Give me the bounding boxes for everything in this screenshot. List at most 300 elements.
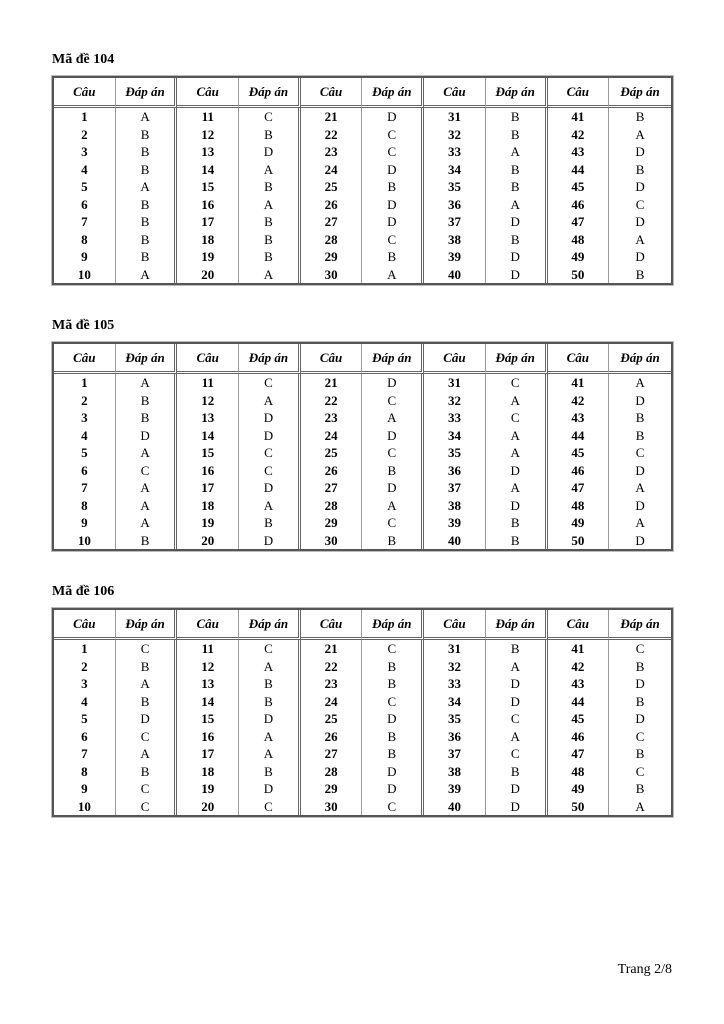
answer-letter: C bbox=[486, 409, 548, 427]
question-number: 50 bbox=[548, 266, 610, 284]
question-number: 6 bbox=[54, 462, 116, 480]
answer-letter: D bbox=[362, 763, 424, 781]
question-number: 26 bbox=[301, 728, 363, 746]
question-number: 36 bbox=[424, 728, 486, 746]
question-number: 35 bbox=[424, 710, 486, 728]
table-row bbox=[54, 479, 671, 497]
question-number: 35 bbox=[424, 444, 486, 462]
answer-letter: C bbox=[635, 196, 645, 212]
question-number: 3 bbox=[54, 675, 116, 693]
question-number: 14 bbox=[177, 161, 239, 179]
question-number: 15 bbox=[177, 444, 239, 462]
question-number: 4 bbox=[54, 693, 116, 711]
question-number: 35 bbox=[424, 178, 486, 196]
answer-table bbox=[52, 608, 673, 817]
question-number: 5 bbox=[54, 178, 116, 196]
answer-letter: B bbox=[362, 462, 424, 480]
answer-letter: B bbox=[635, 693, 645, 709]
answer-letter: C bbox=[486, 710, 548, 728]
question-number: 46 bbox=[548, 462, 610, 480]
question-number: 47 bbox=[548, 745, 610, 763]
question-number: 27 bbox=[301, 745, 363, 763]
question-number: 25 bbox=[301, 178, 363, 196]
question-number: 19 bbox=[177, 514, 239, 532]
question-number: 23 bbox=[301, 409, 363, 427]
answer-letter: B bbox=[486, 178, 548, 196]
answer-letter: B bbox=[486, 532, 548, 550]
answer-letter: A bbox=[116, 178, 178, 196]
question-number: 8 bbox=[54, 231, 116, 249]
question-number: 43 bbox=[548, 143, 610, 161]
question-number: 4 bbox=[54, 427, 116, 445]
column-header-answer: Đáp án bbox=[116, 344, 178, 374]
question-number: 47 bbox=[548, 479, 610, 497]
answer-letter: A bbox=[239, 196, 301, 214]
question-number: 44 bbox=[548, 693, 610, 711]
answer-letter: D bbox=[486, 693, 548, 711]
answer-letter: B bbox=[486, 231, 548, 249]
question-number: 3 bbox=[54, 409, 116, 427]
column-header-answer: Đáp án bbox=[239, 610, 301, 640]
question-number: 38 bbox=[424, 763, 486, 781]
question-number: 19 bbox=[177, 780, 239, 798]
answer-letter: A bbox=[486, 479, 548, 497]
answer-letter: B bbox=[239, 514, 301, 532]
answer-letter: A bbox=[635, 231, 645, 247]
answer-letter: B bbox=[116, 161, 178, 179]
answer-letter: A bbox=[486, 427, 548, 445]
column-header-answer: Đáp án bbox=[486, 610, 548, 640]
answer-letter: B bbox=[239, 231, 301, 249]
question-number: 40 bbox=[424, 266, 486, 284]
question-number: 46 bbox=[548, 728, 610, 746]
answer-letter: B bbox=[486, 640, 548, 658]
answer-letter: C bbox=[116, 640, 178, 658]
answer-letter: C bbox=[635, 445, 645, 461]
table-row bbox=[54, 497, 671, 515]
question-number: 16 bbox=[177, 728, 239, 746]
section-title: Mã đề 104 bbox=[52, 52, 115, 67]
column-header-answer: Đáp án bbox=[239, 78, 301, 108]
answer-letter: D bbox=[116, 427, 178, 445]
answer-letter: B bbox=[239, 178, 301, 196]
column-header-answer: Đáp án bbox=[239, 344, 301, 374]
answer-letter: C bbox=[362, 143, 424, 161]
column-header-question: Câu bbox=[548, 344, 610, 374]
answer-letter: A bbox=[239, 161, 301, 179]
answer-letter: A bbox=[116, 108, 178, 126]
answer-letter: D bbox=[635, 711, 645, 727]
answer-letter: A bbox=[635, 798, 645, 814]
question-number: 40 bbox=[424, 532, 486, 550]
question-number: 24 bbox=[301, 427, 363, 445]
answer-letter: C bbox=[486, 745, 548, 763]
answer-letter: D bbox=[362, 780, 424, 798]
answer-letter: D bbox=[362, 374, 424, 392]
question-number: 36 bbox=[424, 462, 486, 480]
question-number: 42 bbox=[548, 392, 610, 410]
question-number: 27 bbox=[301, 213, 363, 231]
answer-letter: D bbox=[486, 798, 548, 816]
answer-letter: B bbox=[116, 231, 178, 249]
table-row bbox=[54, 161, 671, 179]
answer-letter: A bbox=[362, 497, 424, 515]
answer-letter: A bbox=[486, 444, 548, 462]
answer-letter: A bbox=[635, 480, 645, 496]
question-number: 22 bbox=[301, 126, 363, 144]
question-number: 2 bbox=[54, 392, 116, 410]
answer-letter: A bbox=[635, 375, 645, 391]
table-row bbox=[54, 640, 671, 658]
table-row bbox=[54, 693, 671, 711]
answer-letter: A bbox=[239, 658, 301, 676]
column-header-question: Câu bbox=[548, 610, 610, 640]
question-number: 44 bbox=[548, 427, 610, 445]
answer-letter: B bbox=[635, 781, 645, 797]
table-row bbox=[54, 196, 671, 214]
column-header-answer: Đáp án bbox=[609, 78, 671, 108]
question-number: 46 bbox=[548, 196, 610, 214]
question-number: 39 bbox=[424, 514, 486, 532]
question-number: 34 bbox=[424, 161, 486, 179]
question-number: 6 bbox=[54, 728, 116, 746]
answer-letter: A bbox=[362, 266, 424, 284]
answer-letter: D bbox=[486, 497, 548, 515]
answer-letter: B bbox=[116, 248, 178, 266]
question-number: 5 bbox=[54, 710, 116, 728]
question-number: 11 bbox=[177, 640, 239, 658]
answer-letter: A bbox=[635, 515, 645, 531]
question-number: 24 bbox=[301, 161, 363, 179]
question-number: 50 bbox=[548, 798, 610, 816]
question-number: 4 bbox=[54, 161, 116, 179]
answer-letter: D bbox=[362, 479, 424, 497]
question-number: 19 bbox=[177, 248, 239, 266]
table-row bbox=[54, 763, 671, 781]
header-row bbox=[54, 78, 671, 108]
question-number: 17 bbox=[177, 745, 239, 763]
question-number: 12 bbox=[177, 392, 239, 410]
column-header-answer: Đáp án bbox=[362, 78, 424, 108]
table-row bbox=[54, 514, 671, 532]
question-number: 48 bbox=[548, 763, 610, 781]
table-row bbox=[54, 178, 671, 196]
question-number: 20 bbox=[177, 266, 239, 284]
answer-letter: C bbox=[362, 640, 424, 658]
answer-letter: D bbox=[362, 427, 424, 445]
table-row bbox=[54, 126, 671, 144]
answer-letter: D bbox=[239, 143, 301, 161]
answer-letter: D bbox=[239, 479, 301, 497]
question-number: 42 bbox=[548, 658, 610, 676]
answer-letter: B bbox=[362, 745, 424, 763]
answer-letter: A bbox=[635, 126, 645, 142]
question-number: 30 bbox=[301, 266, 363, 284]
answer-letter: B bbox=[116, 693, 178, 711]
question-number: 42 bbox=[548, 126, 610, 144]
header-row bbox=[54, 344, 671, 374]
answer-letter: D bbox=[362, 108, 424, 126]
question-number: 1 bbox=[54, 374, 116, 392]
answer-letter: B bbox=[239, 763, 301, 781]
question-number: 29 bbox=[301, 248, 363, 266]
answer-letter: A bbox=[116, 444, 178, 462]
question-number: 7 bbox=[54, 745, 116, 763]
question-number: 23 bbox=[301, 143, 363, 161]
answer-letter: B bbox=[635, 410, 645, 426]
question-number: 43 bbox=[548, 675, 610, 693]
answer-letter: C bbox=[362, 514, 424, 532]
question-number: 21 bbox=[301, 108, 363, 126]
answer-letter: D bbox=[635, 532, 645, 548]
question-number: 39 bbox=[424, 248, 486, 266]
answer-letter: C bbox=[362, 126, 424, 144]
answer-letter: C bbox=[239, 444, 301, 462]
question-number: 18 bbox=[177, 231, 239, 249]
question-number: 27 bbox=[301, 479, 363, 497]
answer-letter: B bbox=[362, 178, 424, 196]
question-number: 7 bbox=[54, 213, 116, 231]
answer-table bbox=[52, 342, 673, 551]
answer-letter: D bbox=[362, 196, 424, 214]
question-number: 6 bbox=[54, 196, 116, 214]
answer-letter: C bbox=[116, 780, 178, 798]
question-number: 13 bbox=[177, 143, 239, 161]
column-header-answer: Đáp án bbox=[486, 78, 548, 108]
question-number: 10 bbox=[54, 266, 116, 284]
answer-letter: C bbox=[116, 728, 178, 746]
answer-letter: B bbox=[239, 675, 301, 693]
answer-letter: D bbox=[635, 249, 645, 265]
answer-letter: B bbox=[486, 108, 548, 126]
question-number: 18 bbox=[177, 763, 239, 781]
question-number: 10 bbox=[54, 798, 116, 816]
question-number: 45 bbox=[548, 178, 610, 196]
question-number: 37 bbox=[424, 213, 486, 231]
question-number: 7 bbox=[54, 479, 116, 497]
answer-letter: D bbox=[239, 710, 301, 728]
answer-letter: D bbox=[486, 266, 548, 284]
answer-letter: B bbox=[362, 248, 424, 266]
question-number: 37 bbox=[424, 479, 486, 497]
answer-letter: D bbox=[635, 462, 645, 478]
question-number: 32 bbox=[424, 658, 486, 676]
table-row bbox=[54, 409, 671, 427]
answer-letter: D bbox=[486, 675, 548, 693]
question-number: 47 bbox=[548, 213, 610, 231]
question-number: 21 bbox=[301, 374, 363, 392]
question-number: 38 bbox=[424, 231, 486, 249]
question-number: 15 bbox=[177, 178, 239, 196]
question-number: 33 bbox=[424, 143, 486, 161]
answer-letter: C bbox=[362, 231, 424, 249]
question-number: 33 bbox=[424, 409, 486, 427]
table-row bbox=[54, 462, 671, 480]
column-header-question: Câu bbox=[177, 610, 239, 640]
question-number: 11 bbox=[177, 374, 239, 392]
question-number: 8 bbox=[54, 497, 116, 515]
answer-letter: D bbox=[239, 532, 301, 550]
answer-letter: A bbox=[486, 143, 548, 161]
question-number: 36 bbox=[424, 196, 486, 214]
question-number: 50 bbox=[548, 532, 610, 550]
column-header-question: Câu bbox=[424, 344, 486, 374]
answer-letter: C bbox=[239, 798, 301, 816]
answer-letter: C bbox=[239, 374, 301, 392]
question-number: 41 bbox=[548, 640, 610, 658]
answer-letter: B bbox=[362, 675, 424, 693]
question-number: 12 bbox=[177, 658, 239, 676]
question-number: 49 bbox=[548, 514, 610, 532]
table-row bbox=[54, 143, 671, 161]
column-header-question: Câu bbox=[301, 78, 363, 108]
answer-letter: D bbox=[635, 392, 645, 408]
question-number: 41 bbox=[548, 108, 610, 126]
table-row bbox=[54, 745, 671, 763]
answer-letter: B bbox=[239, 126, 301, 144]
table-row bbox=[54, 231, 671, 249]
answer-letter: B bbox=[486, 161, 548, 179]
answer-letter: A bbox=[116, 266, 178, 284]
question-number: 16 bbox=[177, 462, 239, 480]
answer-section-106 bbox=[52, 582, 673, 817]
answer-letter: B bbox=[116, 213, 178, 231]
answer-letter: A bbox=[116, 675, 178, 693]
answer-letter: B bbox=[486, 763, 548, 781]
column-header-answer: Đáp án bbox=[486, 344, 548, 374]
column-header-question: Câu bbox=[301, 344, 363, 374]
column-header-question: Câu bbox=[54, 78, 116, 108]
column-header-question: Câu bbox=[54, 610, 116, 640]
answer-letter: B bbox=[635, 109, 645, 125]
answer-letter: B bbox=[239, 693, 301, 711]
answer-table bbox=[52, 76, 673, 285]
answer-letter: A bbox=[239, 497, 301, 515]
answer-letter: B bbox=[635, 266, 645, 282]
table-row bbox=[54, 248, 671, 266]
header-row bbox=[54, 610, 671, 640]
question-number: 43 bbox=[548, 409, 610, 427]
column-header-question: Câu bbox=[177, 344, 239, 374]
question-number: 8 bbox=[54, 763, 116, 781]
answer-letter: B bbox=[116, 658, 178, 676]
question-number: 32 bbox=[424, 392, 486, 410]
answer-letter: D bbox=[486, 780, 548, 798]
answer-letter: B bbox=[486, 514, 548, 532]
question-number: 3 bbox=[54, 143, 116, 161]
question-number: 30 bbox=[301, 532, 363, 550]
answer-letter: D bbox=[239, 409, 301, 427]
page-number: Trang 2/8 bbox=[617, 962, 672, 977]
question-number: 48 bbox=[548, 231, 610, 249]
answer-letter: D bbox=[486, 462, 548, 480]
answer-letter: B bbox=[635, 746, 645, 762]
question-number: 45 bbox=[548, 710, 610, 728]
table-row bbox=[54, 658, 671, 676]
answer-letter: A bbox=[486, 392, 548, 410]
answer-letter: C bbox=[362, 798, 424, 816]
question-number: 11 bbox=[177, 108, 239, 126]
answer-letter: B bbox=[239, 213, 301, 231]
answer-letter: B bbox=[362, 658, 424, 676]
table-row bbox=[54, 374, 671, 392]
question-number: 23 bbox=[301, 675, 363, 693]
answer-letter: D bbox=[486, 248, 548, 266]
answer-letter: C bbox=[362, 392, 424, 410]
question-number: 24 bbox=[301, 693, 363, 711]
answer-letter: B bbox=[116, 126, 178, 144]
question-number: 14 bbox=[177, 427, 239, 445]
table-row bbox=[54, 427, 671, 445]
question-number: 13 bbox=[177, 675, 239, 693]
table-row bbox=[54, 532, 671, 550]
question-number: 41 bbox=[548, 374, 610, 392]
answer-letter: B bbox=[362, 728, 424, 746]
answer-letter: C bbox=[362, 693, 424, 711]
table-row bbox=[54, 108, 671, 126]
answer-letter: D bbox=[635, 497, 645, 513]
answer-section-105 bbox=[52, 316, 673, 551]
answer-letter: B bbox=[116, 532, 178, 550]
question-number: 9 bbox=[54, 780, 116, 798]
answer-letter: D bbox=[635, 144, 645, 160]
answer-letter: B bbox=[116, 196, 178, 214]
question-number: 49 bbox=[548, 780, 610, 798]
table-row bbox=[54, 266, 671, 284]
column-header-question: Câu bbox=[54, 344, 116, 374]
question-number: 25 bbox=[301, 444, 363, 462]
question-number: 31 bbox=[424, 640, 486, 658]
answer-letter: D bbox=[362, 161, 424, 179]
question-number: 28 bbox=[301, 231, 363, 249]
question-number: 29 bbox=[301, 514, 363, 532]
question-number: 44 bbox=[548, 161, 610, 179]
answer-letter: D bbox=[239, 427, 301, 445]
answer-letter: B bbox=[116, 143, 178, 161]
answer-letter: A bbox=[116, 745, 178, 763]
answer-letter: D bbox=[116, 710, 178, 728]
question-number: 10 bbox=[54, 532, 116, 550]
answer-letter: A bbox=[239, 392, 301, 410]
question-number: 25 bbox=[301, 710, 363, 728]
question-number: 20 bbox=[177, 798, 239, 816]
answer-letter: D bbox=[635, 214, 645, 230]
question-number: 21 bbox=[301, 640, 363, 658]
answer-letter: A bbox=[486, 196, 548, 214]
question-number: 48 bbox=[548, 497, 610, 515]
question-number: 49 bbox=[548, 248, 610, 266]
column-header-answer: Đáp án bbox=[362, 344, 424, 374]
answer-letter: B bbox=[116, 409, 178, 427]
answer-letter: D bbox=[362, 213, 424, 231]
answer-letter: A bbox=[239, 266, 301, 284]
question-number: 14 bbox=[177, 693, 239, 711]
question-number: 9 bbox=[54, 514, 116, 532]
question-number: 33 bbox=[424, 675, 486, 693]
question-number: 29 bbox=[301, 780, 363, 798]
column-header-answer: Đáp án bbox=[609, 344, 671, 374]
answer-letter: D bbox=[362, 710, 424, 728]
question-number: 9 bbox=[54, 248, 116, 266]
answer-letter: C bbox=[239, 462, 301, 480]
answer-letter: A bbox=[116, 479, 178, 497]
question-number: 26 bbox=[301, 462, 363, 480]
table-row bbox=[54, 675, 671, 693]
answer-letter: B bbox=[362, 532, 424, 550]
question-number: 12 bbox=[177, 126, 239, 144]
answer-letter: A bbox=[362, 409, 424, 427]
question-number: 40 bbox=[424, 798, 486, 816]
